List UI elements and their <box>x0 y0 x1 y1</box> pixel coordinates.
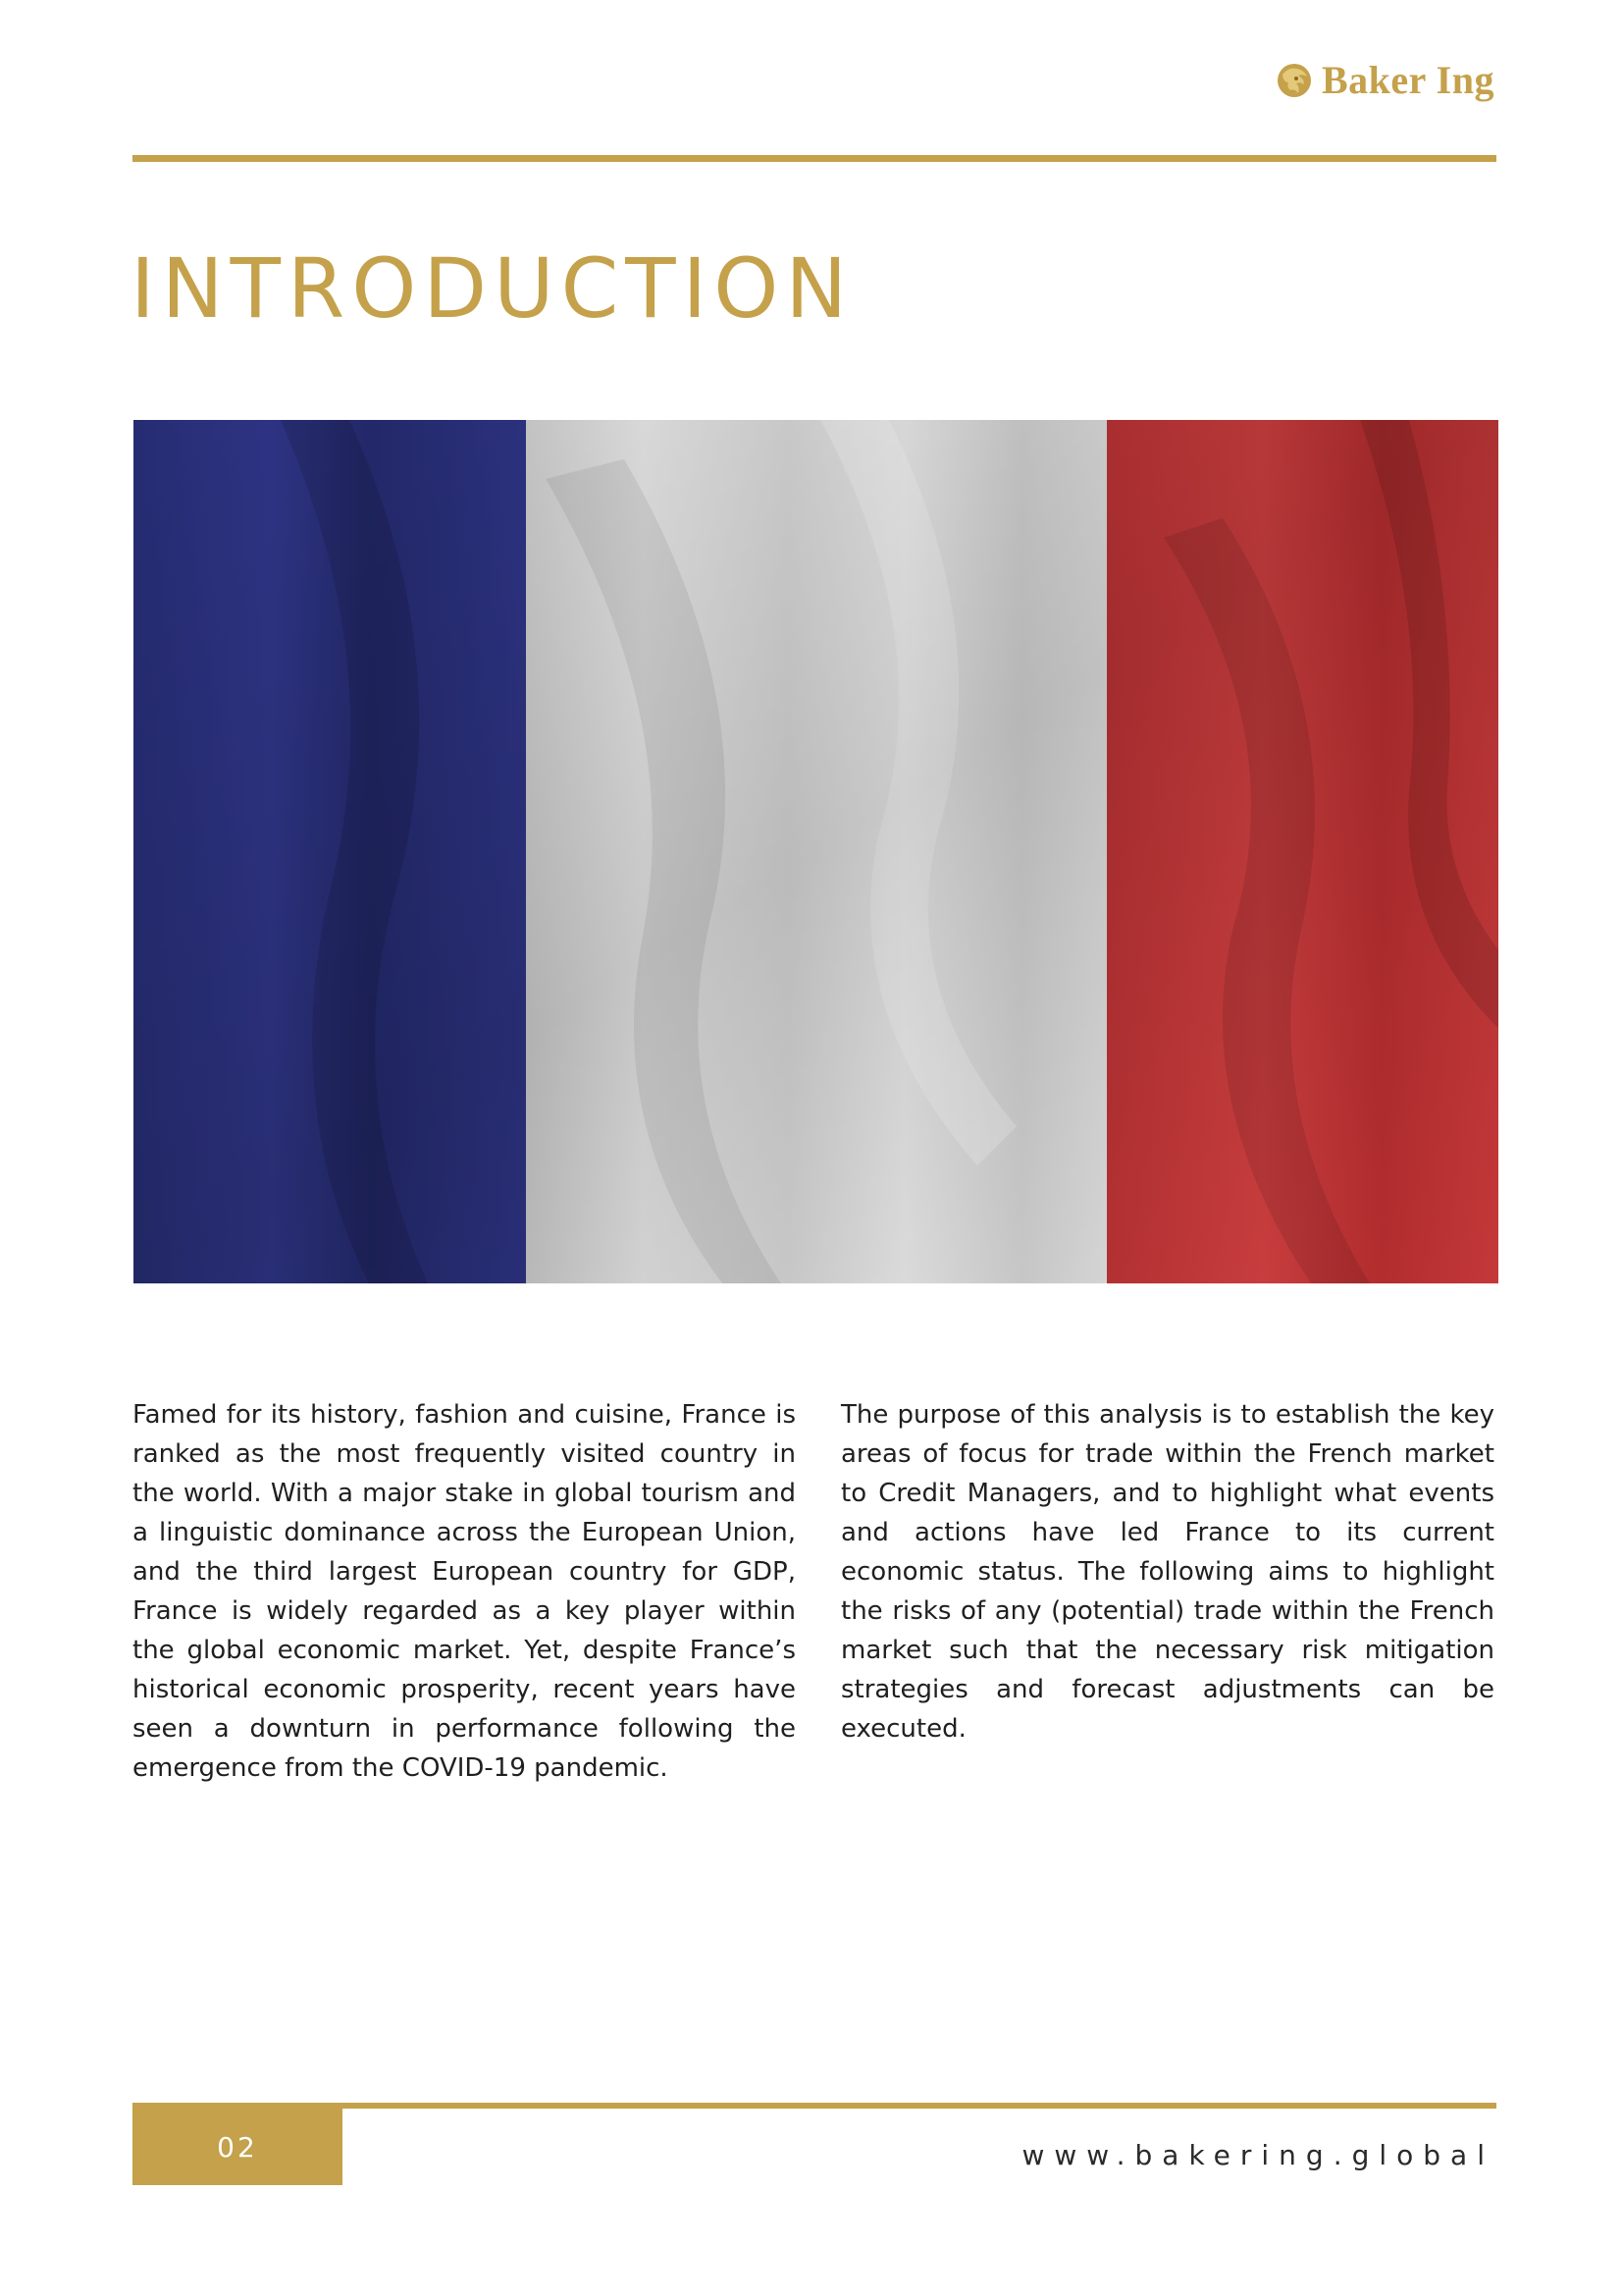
header-divider <box>132 155 1496 162</box>
brand-logo <box>1275 57 1494 103</box>
website-url: www.bakering.global <box>1021 2139 1494 2171</box>
intro-paragraph-right: The purpose of this analysis is to establish the key areas of focus for trade within the French market to Credit Managers, and to highlight what events and actions have led France to its current economic status. The following aims to highlight the risks of any (potential) trade within the French market such that the necessary risk mitigation strategies and forecast adjustments can be executed. <box>841 1400 1494 1744</box>
french-flag-image <box>133 420 1498 1283</box>
lion-head-icon <box>1275 61 1314 100</box>
page-number: 02 <box>132 2103 342 2185</box>
brand-name: Baker Ing <box>1321 58 1494 102</box>
intro-paragraph-left: Famed for its history, fashion and cuisine, France is ranked as the most frequently visited country in the world. With a major stake in global tourism and a linguistic dominance across the European Union, and the third largest European country for GDP, France is widely regarded as a key player within the global economic market. Yet, despite France’s historical economic prosperity, recent years have seen a downturn in performance following the emergence from the COVID-19 pandemic. <box>132 1400 796 1783</box>
page-title: INTRODUCTION <box>131 240 855 337</box>
